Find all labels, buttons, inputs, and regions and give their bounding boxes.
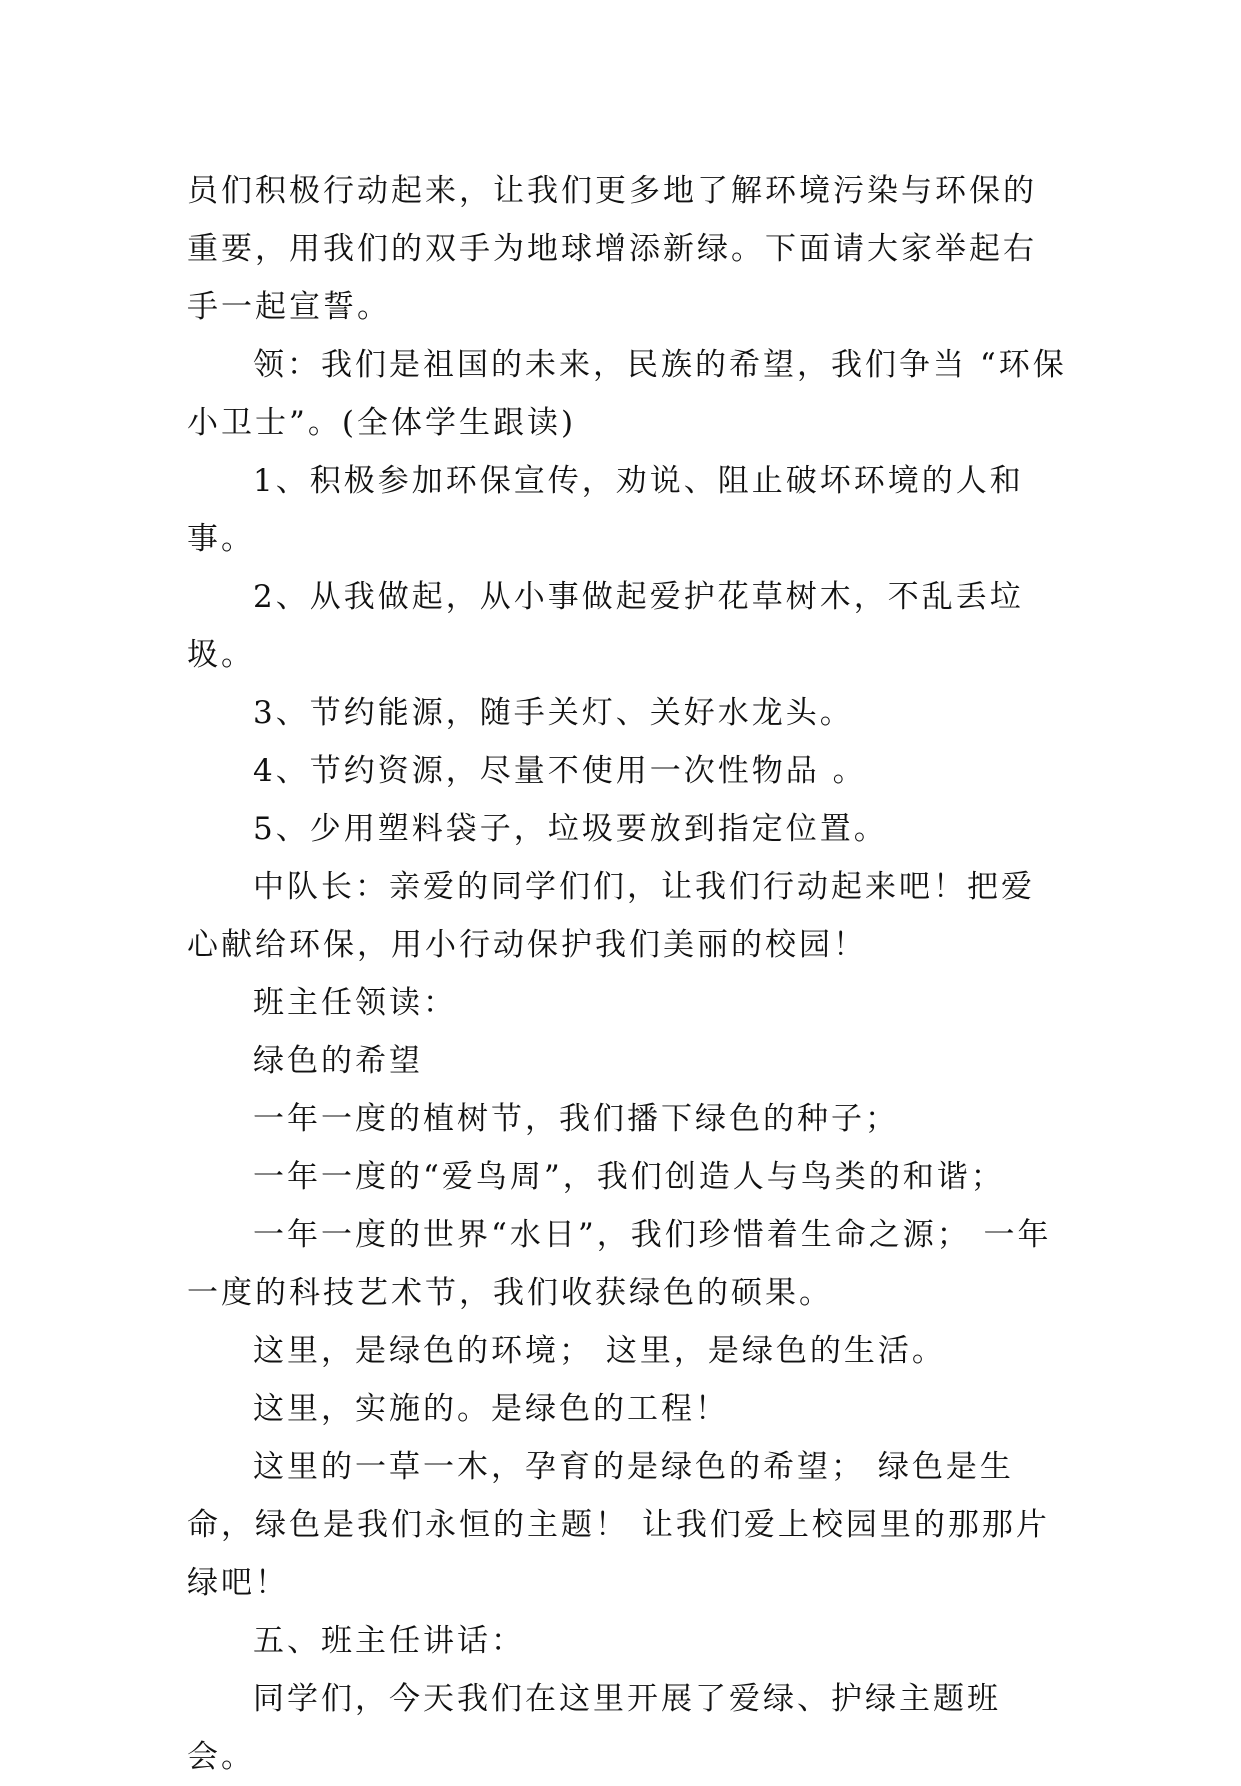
- paragraph-15: 这里，实施的。是绿色的工程！: [253, 1391, 729, 1427]
- document-page: [187, 162, 1067, 1786]
- paragraph-13: 一年一度的世界“水日”，我们珍惜着生命之源； 一年一度的科技艺术节，我们收获绿色的硕果。: [187, 1217, 1052, 1311]
- paragraph-6: 4、节约资源，尽量不使用一次性物品 。: [253, 753, 867, 789]
- paragraph-14: 这里，是绿色的环境； 这里，是绿色的生活。: [253, 1333, 946, 1369]
- paragraph-10: 绿色的希望: [253, 1043, 423, 1079]
- paragraph-3: 1、积极参加环保宣传，劝说、阻止破坏环境的人和事。: [187, 463, 1024, 557]
- paragraph-16: 这里的一草一木，孕育的是绿色的希望； 绿色是生命，绿色是我们永恒的主题！ 让我们爱上校园里的那那片绿吧！: [187, 1449, 1050, 1601]
- paragraph-7: 5、少用塑料袋子，垃圾要放到指定位置。: [253, 811, 888, 847]
- paragraph-2: 领：我们是祖国的未来，民族的希望，我们争当 “环保小卫士”。(全体学生跟读): [187, 347, 1067, 441]
- paragraph-1: 员们积极行动起来，让我们更多地了解环境污染与环保的重要，用我们的双手为地球增添新绿。下面请大家举起右手一起宣誓。: [187, 173, 1037, 325]
- paragraph-12: 一年一度的“爱鸟周”，我们创造人与鸟类的和谐；: [253, 1159, 1005, 1195]
- paragraph-4: 2、从我做起，从小事做起爱护花草树木，不乱丢垃圾。: [187, 579, 1024, 673]
- paragraph-8: 中队长：亲爱的同学们们，让我们行动起来吧！把爱心献给环保，用小行动保护我们美丽的校园！: [187, 869, 1035, 963]
- paragraph-11: 一年一度的植树节，我们播下绿色的种子；: [253, 1101, 899, 1137]
- paragraph-9: 班主任领读：: [253, 985, 457, 1021]
- paragraph-5: 3、节约能源，随手关灯、关好水龙头。: [253, 695, 854, 731]
- paragraph-18: 同学们，今天我们在这里开展了爱绿、护绿主题班会。: [187, 1681, 1001, 1775]
- paragraph-17: 五、班主任讲话：: [253, 1623, 525, 1659]
